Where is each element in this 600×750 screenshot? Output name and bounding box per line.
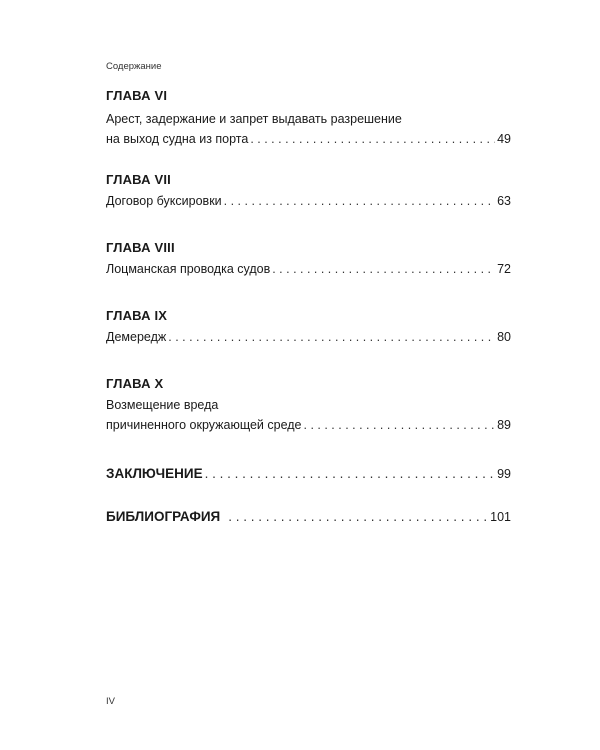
toc-chapter-7 [106, 172, 511, 219]
toc-bibliography-link[interactable] [106, 507, 511, 527]
page-number: 72 [497, 262, 511, 276]
toc-entry-link[interactable] [106, 415, 511, 435]
toc-chapter-10 [106, 376, 511, 443]
entry-text: ЗАКЛЮЧЕНИЕ [106, 466, 203, 481]
page-number: 89 [497, 418, 511, 432]
page-number: 99 [497, 467, 511, 481]
entry-text: Договор буксировки [106, 194, 222, 208]
entry-text: БИБЛИОГРАФИЯ [106, 509, 221, 524]
dot-leader [228, 507, 488, 527]
entry-line: Возмещение вреда [106, 398, 219, 412]
page-number: 63 [497, 194, 511, 208]
page-number: 49 [497, 132, 511, 146]
chapter-title: ГЛАВА VI [106, 88, 168, 103]
running-header: Содержание [106, 61, 162, 72]
toc-entry-link[interactable] [106, 191, 511, 211]
toc-chapter-6 [106, 88, 511, 155]
entry-line: Арест, задержание и запрет выдавать разрешение [106, 112, 402, 126]
chapter-title: ГЛАВА VIII [106, 240, 175, 255]
dot-leader [205, 464, 495, 484]
entry-text: Демередж [106, 330, 167, 344]
entry-text: на выход судна из порта [106, 132, 249, 146]
page-number-footer: IV [106, 696, 115, 707]
toc-entry-link[interactable] [106, 129, 511, 149]
dot-leader [224, 191, 495, 211]
entry-text: причиненного окружающей среде [106, 418, 302, 432]
table-of-contents [106, 88, 511, 527]
entry-text: Лоцманская проводка судов [106, 262, 271, 276]
toc-entry-link[interactable] [106, 327, 511, 347]
toc-entry-link[interactable] [106, 259, 511, 279]
toc-chapter-9 [106, 308, 511, 355]
chapter-title: ГЛАВА X [106, 376, 164, 391]
dot-leader [272, 259, 495, 279]
dot-leader [250, 129, 495, 149]
toc-chapter-8 [106, 240, 511, 287]
chapter-title: ГЛАВА VII [106, 172, 171, 187]
page-number: 80 [497, 330, 511, 344]
chapter-title: ГЛАВА IX [106, 308, 168, 323]
dot-leader [168, 327, 495, 347]
page-number: 101 [490, 510, 511, 524]
dot-leader [304, 415, 496, 435]
toc-conclusion-link[interactable] [106, 464, 511, 484]
